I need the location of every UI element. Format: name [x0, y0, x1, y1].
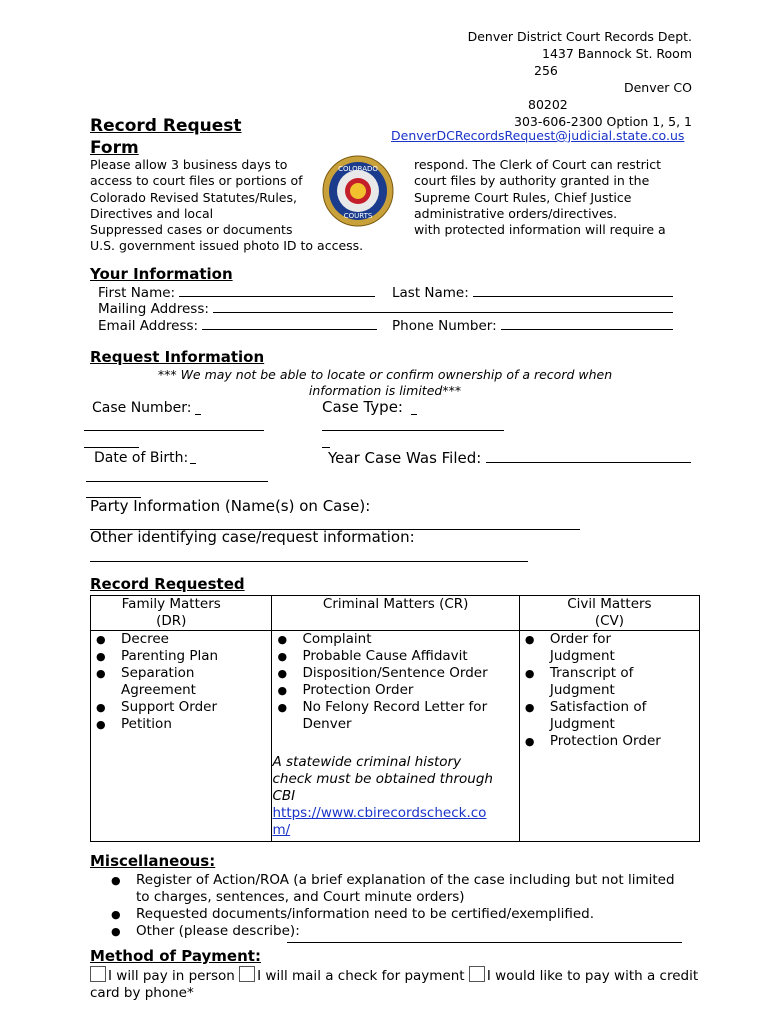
family-matters-list: [91, 631, 272, 842]
year-filed-field[interactable]: [486, 450, 691, 463]
credit-card-checkbox[interactable]: [469, 966, 485, 982]
case-type-field-cont[interactable]: [322, 435, 330, 448]
address-line: Denver CO: [623, 80, 692, 95]
intro-line: court files by authority granted in the: [414, 173, 650, 189]
col-header-line: Civil Matters: [567, 596, 652, 612]
email-link[interactable]: DenverDCRecordsRequest@judicial.state.co.us: [391, 128, 685, 143]
intro-line: U.S. government issued photo ID to access.: [90, 238, 364, 254]
phone-number-field[interactable]: [501, 317, 673, 330]
case-number-label: Case Number:: [92, 400, 192, 416]
intro-line: respond. The Clerk of Court can restrict: [414, 157, 662, 172]
email-address-field[interactable]: [202, 317, 377, 330]
address-line: 303-606-2300 Option 1, 5, 1: [514, 114, 692, 129]
last-name-field[interactable]: [473, 284, 673, 297]
dob-label: Date of Birth:: [94, 450, 189, 466]
list-item[interactable]: ● Disposition/Sentence Order: [277, 665, 488, 681]
first-name-label: First Name:: [98, 285, 176, 301]
credit-card-label: I would like to pay with a credit: [486, 968, 699, 984]
list-item[interactable]: ● Transcript of Judgment: [524, 665, 634, 698]
case-number-field-cont[interactable]: [84, 435, 139, 448]
intro-line: with protected information will require a: [414, 222, 666, 238]
list-item[interactable]: ● Other (please describe):: [111, 923, 300, 939]
intro-line: Supreme Court Rules, Chief Justice: [414, 189, 632, 205]
case-type-field-start[interactable]: [411, 402, 417, 415]
other-info-field[interactable]: [90, 549, 528, 562]
record-requested-heading: Record Requested: [90, 575, 245, 593]
address-line: 80202: [528, 97, 568, 112]
first-name-row: [98, 284, 375, 301]
list-item[interactable]: ● Protection Order: [524, 733, 661, 749]
dob-field-start[interactable]: [190, 451, 196, 464]
pay-in-person-label: I will pay in person: [108, 968, 235, 984]
dob-field[interactable]: [86, 469, 268, 482]
intro-line: access to court files or portions of: [90, 173, 303, 189]
col-header-line: Criminal Matters (CR): [322, 596, 469, 612]
intro-line: administrative orders/directives.: [414, 205, 618, 221]
record-types-table: [90, 595, 700, 842]
address-line: 1437 Bannock St. Room: [542, 46, 692, 61]
list-item[interactable]: ● Register of Action/ROA (a brief explanation of the case including but not limited to charges, sentences, and Court minute orders): [111, 872, 675, 905]
form-title: [90, 115, 242, 159]
colorado-courts-seal: [322, 155, 394, 227]
address-line: 256: [534, 63, 558, 78]
seal-bottom-text: COURTS: [343, 212, 373, 220]
payment-options: [90, 966, 730, 1002]
request-note: [90, 367, 680, 399]
list-item[interactable]: ● Decree: [96, 631, 169, 647]
request-info-heading: Request Information: [90, 348, 265, 366]
credit-card-label-cont: card by phone*: [90, 985, 194, 1001]
civil-matters-header: [519, 596, 699, 631]
year-filed-label: Year Case Was Filed:: [328, 449, 482, 467]
party-info-label: Party Information (Name(s) on Case):: [90, 497, 371, 515]
family-matters-header: [91, 596, 272, 631]
note-line: *** We may not be able to locate or confirm ownership of a record when: [157, 367, 613, 382]
list-item[interactable]: ● Satisfaction of Judgment: [524, 699, 647, 732]
mailing-address-field[interactable]: [213, 300, 673, 313]
case-type-field[interactable]: [322, 418, 504, 431]
email-address-label: Email Address:: [98, 318, 199, 334]
payment-heading: Method of Payment:: [90, 947, 261, 965]
other-info-label: Other identifying case/request information:: [90, 528, 415, 546]
misc-heading: Miscellaneous:: [90, 852, 216, 870]
pay-in-person-checkbox[interactable]: [90, 966, 106, 982]
phone-number-label: Phone Number:: [392, 318, 497, 334]
your-info-heading: Your Information: [90, 265, 233, 283]
list-item[interactable]: ● Parenting Plan: [96, 648, 219, 664]
criminal-matters-header: [272, 596, 519, 631]
last-name-label: Last Name:: [392, 285, 469, 301]
last-name-row: [392, 284, 673, 301]
mail-check-label: I will mail a check for payment: [257, 968, 465, 984]
list-item[interactable]: ● Petition: [96, 716, 172, 732]
year-filed-row: [328, 449, 691, 467]
other-describe-field[interactable]: [287, 930, 682, 943]
case-type-label: Case Type:: [322, 398, 403, 416]
address-line: Denver District Court Records Dept.: [467, 29, 692, 44]
list-item[interactable]: ● Protection Order: [277, 682, 414, 698]
list-item[interactable]: ● Separation Agreement: [96, 665, 196, 698]
list-item[interactable]: ● Probable Cause Affidavit: [277, 648, 468, 664]
intro-right: [414, 157, 666, 238]
mail-check-checkbox[interactable]: [239, 966, 255, 982]
mailing-address-label: Mailing Address:: [98, 301, 209, 317]
email-address-row: [98, 317, 377, 334]
list-item[interactable]: ● Requested documents/information need to be certified/exemplified.: [111, 906, 595, 922]
case-number-field[interactable]: [84, 418, 264, 431]
list-item[interactable]: ● Support Order: [96, 699, 218, 715]
civil-matters-list: [519, 631, 699, 842]
intro-line: Colorado Revised Statutes/Rules,: [90, 189, 297, 205]
list-item[interactable]: ● Order for Judgment: [524, 631, 615, 664]
court-address: [440, 28, 692, 130]
note-line: information is limited***: [308, 383, 462, 398]
list-item[interactable]: ● Complaint: [277, 631, 372, 647]
cbi-link[interactable]: https://www.cbirecordscheck.com/: [272, 805, 487, 838]
seal-top-text: COLORADO: [338, 165, 378, 173]
criminal-matters-list: [272, 631, 519, 842]
col-header-line: Family Matters: [121, 596, 221, 612]
col-header-line: (DR): [156, 613, 187, 629]
title-line: Record Request: [90, 116, 242, 136]
intro-line: Suppressed cases or documents: [90, 222, 293, 238]
intro-line: Directives and local: [90, 205, 214, 221]
case-number-field-start[interactable]: [195, 402, 201, 415]
phone-number-row: [392, 317, 673, 334]
title-line: Form: [90, 138, 139, 158]
mailing-address-row: [98, 300, 673, 317]
cbi-note: A statewide criminal history check must be obtained through CBI: [272, 754, 493, 804]
col-header-line: (CV): [594, 613, 625, 629]
first-name-field[interactable]: [179, 284, 375, 297]
list-item[interactable]: ● No Felony Record Letter for Denver: [277, 699, 488, 732]
intro-line: Please allow 3 business days to: [90, 157, 288, 172]
